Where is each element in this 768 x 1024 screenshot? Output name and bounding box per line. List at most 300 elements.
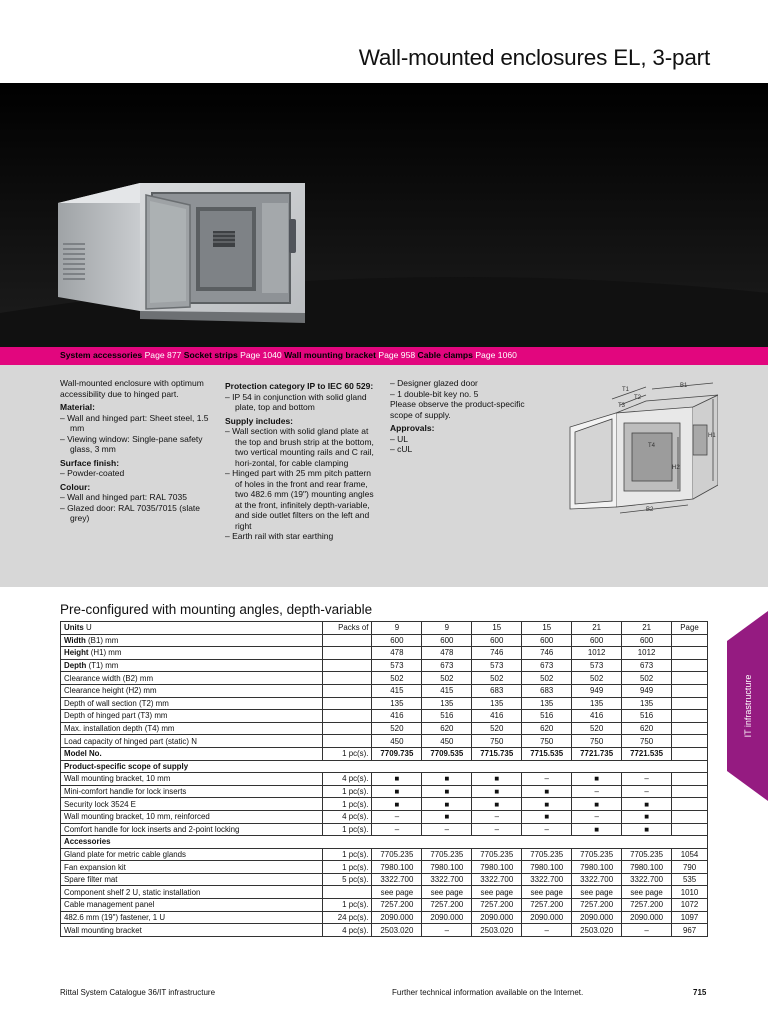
accessory-label: Cable clamps bbox=[417, 350, 473, 360]
table-row bbox=[61, 810, 708, 823]
row-value: 600 bbox=[372, 634, 422, 647]
row-value: 7705.235 bbox=[572, 848, 622, 861]
row-label: Clearance width (B2) mm bbox=[64, 673, 154, 683]
row-value: ■ bbox=[422, 785, 472, 798]
row-packs: 4 pc(s). bbox=[322, 810, 372, 823]
row-value: 7257.200 bbox=[622, 899, 672, 912]
row-label-cell bbox=[61, 710, 323, 723]
model-number: 7715.535 bbox=[522, 747, 572, 760]
row-value: 7705.235 bbox=[372, 848, 422, 861]
row-value: 478 bbox=[422, 647, 472, 660]
row-label: Width bbox=[64, 635, 86, 645]
row-value: 673 bbox=[422, 659, 472, 672]
dimension-drawing bbox=[548, 377, 718, 517]
row-page bbox=[672, 735, 708, 748]
row-page bbox=[672, 773, 708, 786]
row-value: 7257.200 bbox=[572, 899, 622, 912]
info-heading: Approvals: bbox=[390, 423, 435, 433]
row-packs bbox=[322, 722, 372, 735]
table-row bbox=[61, 899, 708, 912]
row-value: 1012 bbox=[572, 647, 622, 660]
row-value: 7980.100 bbox=[422, 861, 472, 874]
row-label-cell bbox=[61, 735, 323, 748]
table-row bbox=[61, 722, 708, 735]
row-value: 135 bbox=[522, 697, 572, 710]
row-value: – bbox=[372, 810, 422, 823]
row-value: 7705.235 bbox=[422, 848, 472, 861]
info-text: – cUL bbox=[390, 444, 413, 454]
accessory-page-link[interactable]: Page 1060 bbox=[475, 350, 517, 360]
row-page: 1097 bbox=[672, 911, 708, 924]
info-text: – Powder-coated bbox=[60, 468, 125, 478]
row-value: 450 bbox=[422, 735, 472, 748]
row-label: Model No. bbox=[61, 747, 323, 760]
model-number: 7709.735 bbox=[372, 747, 422, 760]
row-value: ■ bbox=[572, 773, 622, 786]
page-number: 715 bbox=[693, 988, 707, 997]
info-text: – 1 double-bit key no. 5 bbox=[390, 388, 479, 399]
row-value: see page bbox=[422, 886, 472, 899]
row-value: 7980.100 bbox=[522, 861, 572, 874]
row-label: Max. installation depth (T4) mm bbox=[64, 724, 175, 734]
row-value: 2090.000 bbox=[522, 911, 572, 924]
row-packs: 1 pc(s). bbox=[322, 861, 372, 874]
row-value: 502 bbox=[472, 672, 522, 685]
table-row bbox=[61, 773, 708, 786]
header-label: Units bbox=[64, 623, 84, 633]
row-unit: (T1) mm bbox=[88, 661, 119, 671]
row-value: see page bbox=[372, 886, 422, 899]
row-packs: 1 pc(s). bbox=[322, 747, 372, 760]
row-packs: 4 pc(s). bbox=[322, 773, 372, 786]
row-label-cell bbox=[61, 634, 323, 647]
table-row bbox=[61, 848, 708, 861]
row-value: 416 bbox=[572, 710, 622, 723]
model-number-row bbox=[61, 747, 708, 760]
accessory-label: Socket strips bbox=[183, 350, 238, 360]
row-value: see page bbox=[522, 886, 572, 899]
row-page bbox=[672, 684, 708, 697]
info-text: Please observe the product-specific scope of supply. bbox=[390, 399, 525, 420]
row-page bbox=[672, 659, 708, 672]
dim-label-h1: H1 bbox=[708, 433, 716, 439]
row-value: see page bbox=[472, 886, 522, 899]
section-title: Pre-configured with mounting angles, depth-variable bbox=[60, 602, 373, 617]
row-value: 683 bbox=[472, 684, 522, 697]
table-row bbox=[61, 634, 708, 647]
table-row bbox=[61, 647, 708, 660]
row-value: – bbox=[522, 773, 572, 786]
row-value: – bbox=[522, 924, 572, 937]
dim-label-t4: T4 bbox=[648, 443, 656, 449]
section-label: Accessories bbox=[61, 836, 708, 849]
row-value: 2503.020 bbox=[572, 924, 622, 937]
row-page: 790 bbox=[672, 861, 708, 874]
row-page bbox=[672, 785, 708, 798]
info-text: – IP 54 in conjunction with solid gland plate, top and bottom bbox=[225, 391, 367, 412]
row-page bbox=[672, 697, 708, 710]
row-value: 3322.700 bbox=[472, 873, 522, 886]
table-row bbox=[61, 785, 708, 798]
info-text: – Wall and hinged part: Sheet steel, 1.5 mm bbox=[60, 412, 209, 433]
row-label: Depth bbox=[64, 661, 87, 671]
row-page: 967 bbox=[672, 924, 708, 937]
info-text: – Wall section with solid gland plate at the top and brush strip at the bottom, two vertical mounting rails and C rail, hori-zontal, for cable clamping bbox=[225, 426, 374, 468]
side-tab-text: IT infrastructure bbox=[742, 674, 753, 738]
table-row bbox=[61, 873, 708, 886]
row-page: 535 bbox=[672, 873, 708, 886]
accessory-page-link[interactable]: Page 1040 bbox=[240, 350, 282, 360]
row-value: 416 bbox=[472, 710, 522, 723]
row-label: Wall mounting bracket, 10 mm bbox=[61, 773, 323, 786]
row-value: 750 bbox=[472, 735, 522, 748]
row-value: 502 bbox=[372, 672, 422, 685]
info-column-3 bbox=[390, 378, 530, 455]
row-value: 2090.000 bbox=[422, 911, 472, 924]
dim-label-t3: T3 bbox=[618, 403, 626, 409]
info-text: – Viewing window: Single-pane safety glass, 3 mm bbox=[60, 433, 203, 454]
row-value: 750 bbox=[572, 735, 622, 748]
row-value: 478 bbox=[372, 647, 422, 660]
info-text: – Wall and hinged part: RAL 7035 bbox=[60, 492, 187, 502]
row-value: 7257.200 bbox=[472, 899, 522, 912]
row-value: ■ bbox=[622, 823, 672, 836]
table-row bbox=[61, 659, 708, 672]
row-packs bbox=[322, 684, 372, 697]
row-packs bbox=[322, 659, 372, 672]
accessory-bar bbox=[0, 347, 768, 365]
row-value: 520 bbox=[472, 722, 522, 735]
row-value: 949 bbox=[572, 684, 622, 697]
table-row bbox=[61, 924, 708, 937]
row-page bbox=[672, 798, 708, 811]
row-value: 573 bbox=[372, 659, 422, 672]
row-value: 673 bbox=[522, 659, 572, 672]
row-value: ■ bbox=[422, 773, 472, 786]
header-units-value: 21 bbox=[622, 622, 672, 635]
accessory-page-link[interactable]: Page 958 bbox=[378, 350, 416, 360]
info-heading: Material: bbox=[60, 402, 95, 412]
row-value: 7257.200 bbox=[372, 899, 422, 912]
row-value: 2090.000 bbox=[372, 911, 422, 924]
row-value: – bbox=[572, 810, 622, 823]
row-value: 2503.020 bbox=[372, 924, 422, 937]
side-tab-label bbox=[727, 611, 768, 801]
row-value: 7980.100 bbox=[472, 861, 522, 874]
table-row bbox=[61, 672, 708, 685]
info-text: – Earth rail with star earthing bbox=[225, 531, 334, 541]
row-value: 620 bbox=[622, 722, 672, 735]
row-unit: (B1) mm bbox=[88, 635, 119, 645]
hero-product-image bbox=[0, 83, 768, 347]
row-value: 3322.700 bbox=[372, 873, 422, 886]
table-row bbox=[61, 710, 708, 723]
row-value: 7705.235 bbox=[472, 848, 522, 861]
row-value: 746 bbox=[472, 647, 522, 660]
info-text: Wall-mounted enclosure with optimum accessibility due to hinged part. bbox=[60, 378, 204, 399]
row-value: 949 bbox=[622, 684, 672, 697]
row-value: ■ bbox=[572, 823, 622, 836]
row-value: – bbox=[472, 810, 522, 823]
header-units-value: 15 bbox=[522, 622, 572, 635]
row-value: 600 bbox=[572, 634, 622, 647]
model-number: 7721.535 bbox=[622, 747, 672, 760]
row-label-cell bbox=[61, 722, 323, 735]
row-value: 516 bbox=[422, 710, 472, 723]
row-value: ■ bbox=[522, 785, 572, 798]
row-page bbox=[672, 722, 708, 735]
dim-label-t2: T2 bbox=[634, 395, 642, 401]
row-page: 1010 bbox=[672, 886, 708, 899]
row-packs bbox=[322, 697, 372, 710]
row-value: 502 bbox=[622, 672, 672, 685]
table-row bbox=[61, 886, 708, 899]
row-unit: (H1) mm bbox=[90, 648, 122, 658]
row-value: – bbox=[622, 924, 672, 937]
dim-label-b1: B1 bbox=[680, 383, 688, 389]
header-packs: Packs of bbox=[322, 622, 372, 635]
table-header-row bbox=[61, 622, 708, 635]
row-value: see page bbox=[622, 886, 672, 899]
row-value: ■ bbox=[372, 773, 422, 786]
row-page bbox=[672, 672, 708, 685]
row-packs bbox=[322, 710, 372, 723]
dim-label-b2: B2 bbox=[646, 507, 654, 513]
accessory-label: Wall mounting bracket bbox=[284, 350, 376, 360]
row-page bbox=[672, 710, 708, 723]
row-value: ■ bbox=[372, 785, 422, 798]
row-value: 416 bbox=[372, 710, 422, 723]
info-heading: Protection category IP to IEC 60 529: bbox=[225, 381, 374, 391]
row-value: 7980.100 bbox=[622, 861, 672, 874]
row-value: 620 bbox=[422, 722, 472, 735]
row-value: 673 bbox=[622, 659, 672, 672]
row-packs bbox=[322, 634, 372, 647]
row-label: Comfort handle for lock inserts and 2-point locking bbox=[61, 823, 323, 836]
row-label: Gland plate for metric cable glands bbox=[61, 848, 323, 861]
dim-label-t1: T1 bbox=[622, 387, 630, 393]
row-page: 1054 bbox=[672, 848, 708, 861]
row-value: ■ bbox=[472, 785, 522, 798]
row-value: ■ bbox=[572, 798, 622, 811]
row-value: 600 bbox=[622, 634, 672, 647]
row-value: 502 bbox=[572, 672, 622, 685]
row-packs: 1 pc(s). bbox=[322, 798, 372, 811]
model-number: 7721.735 bbox=[572, 747, 622, 760]
row-page bbox=[672, 634, 708, 647]
product-info-panel bbox=[0, 365, 768, 587]
row-packs: 24 pc(s). bbox=[322, 911, 372, 924]
header-units-value: 15 bbox=[472, 622, 522, 635]
table-row bbox=[61, 911, 708, 924]
row-value: 7257.200 bbox=[422, 899, 472, 912]
info-heading: Supply includes: bbox=[225, 415, 294, 426]
row-value: 520 bbox=[572, 722, 622, 735]
row-value: – bbox=[622, 773, 672, 786]
row-value: 502 bbox=[422, 672, 472, 685]
table-row bbox=[61, 823, 708, 836]
row-packs bbox=[322, 672, 372, 685]
row-label: Clearance height (H2) mm bbox=[64, 686, 157, 696]
row-value: 3322.700 bbox=[522, 873, 572, 886]
info-heading: Surface finish: bbox=[60, 457, 120, 468]
row-label: Wall mounting bracket bbox=[61, 924, 323, 937]
row-value: 135 bbox=[572, 697, 622, 710]
row-label: Height bbox=[64, 648, 89, 658]
row-value: 7705.235 bbox=[622, 848, 672, 861]
row-value: ■ bbox=[422, 810, 472, 823]
dim-label-h2: H2 bbox=[672, 465, 680, 471]
table-row bbox=[61, 735, 708, 748]
row-page bbox=[672, 747, 708, 760]
accessories-section-row bbox=[61, 836, 708, 849]
page-title: Wall-mounted enclosures EL, 3-part bbox=[358, 45, 710, 70]
row-label: Cable management panel bbox=[61, 899, 323, 912]
row-value: 415 bbox=[422, 684, 472, 697]
row-page bbox=[672, 823, 708, 836]
row-value: – bbox=[522, 823, 572, 836]
row-value: 683 bbox=[522, 684, 572, 697]
row-value: 516 bbox=[522, 710, 572, 723]
row-value: ■ bbox=[372, 798, 422, 811]
row-value: ■ bbox=[472, 773, 522, 786]
table-row bbox=[61, 697, 708, 710]
section-label: Product-specific scope of supply bbox=[61, 760, 708, 773]
row-label: Fan expansion kit bbox=[61, 861, 323, 874]
row-value: 7705.235 bbox=[522, 848, 572, 861]
header-units-value: 9 bbox=[422, 622, 472, 635]
row-value: 746 bbox=[522, 647, 572, 660]
row-value: 2090.000 bbox=[472, 911, 522, 924]
row-label: Depth of wall section (T2) mm bbox=[64, 698, 169, 708]
row-value: 573 bbox=[472, 659, 522, 672]
row-label-cell bbox=[61, 697, 323, 710]
row-label: Mini-comfort handle for lock inserts bbox=[61, 785, 323, 798]
row-value: – bbox=[622, 785, 672, 798]
info-text: – UL bbox=[390, 433, 408, 444]
row-value: 7980.100 bbox=[372, 861, 422, 874]
footer-note: Further technical information available on the Internet. bbox=[392, 988, 584, 997]
accessory-page-link[interactable]: Page 877 bbox=[144, 350, 182, 360]
row-label: Component shelf 2 U, static installation bbox=[61, 886, 323, 899]
row-value: 135 bbox=[472, 697, 522, 710]
row-value: 135 bbox=[622, 697, 672, 710]
row-packs: 1 pc(s). bbox=[322, 848, 372, 861]
row-value: see page bbox=[572, 886, 622, 899]
row-value: 415 bbox=[372, 684, 422, 697]
row-value: 3322.700 bbox=[572, 873, 622, 886]
scope-section-row bbox=[61, 760, 708, 773]
row-value: 620 bbox=[522, 722, 572, 735]
row-value: 502 bbox=[522, 672, 572, 685]
row-label: Spare filter mat bbox=[61, 873, 323, 886]
row-value: ■ bbox=[522, 810, 572, 823]
row-value: 3322.700 bbox=[622, 873, 672, 886]
row-value: ■ bbox=[622, 810, 672, 823]
row-packs: 1 pc(s). bbox=[322, 785, 372, 798]
row-value: 600 bbox=[422, 634, 472, 647]
header-units-value: 9 bbox=[372, 622, 422, 635]
info-text: – Glazed door: RAL 7035/7015 (slate grey) bbox=[60, 502, 201, 523]
row-value: 1012 bbox=[622, 647, 672, 660]
header-page: Page bbox=[672, 622, 708, 635]
row-page bbox=[672, 647, 708, 660]
row-value: 2503.020 bbox=[472, 924, 522, 937]
row-value: 750 bbox=[622, 735, 672, 748]
table-row bbox=[61, 861, 708, 874]
info-text: – Hinged part with 25 mm pitch pattern of holes in the front and rear frame, two 482.6 mm (19") mounting angles at the front, infinitely depth-variable, and side outlet filters on the left and right bbox=[225, 468, 374, 531]
row-value: 573 bbox=[572, 659, 622, 672]
row-value: 7257.200 bbox=[522, 899, 572, 912]
row-packs: 5 pc(s). bbox=[322, 873, 372, 886]
row-value: 135 bbox=[422, 697, 472, 710]
row-packs bbox=[322, 647, 372, 660]
row-value: 600 bbox=[472, 634, 522, 647]
row-value: ■ bbox=[472, 798, 522, 811]
row-value: 2090.000 bbox=[572, 911, 622, 924]
row-label-cell bbox=[61, 647, 323, 660]
row-label: Depth of hinged part (T3) mm bbox=[64, 711, 168, 721]
row-value: 7980.100 bbox=[572, 861, 622, 874]
row-label: Security lock 3524 E bbox=[61, 798, 323, 811]
row-value: 3322.700 bbox=[422, 873, 472, 886]
row-value: – bbox=[572, 785, 622, 798]
model-number: 7715.735 bbox=[472, 747, 522, 760]
header-label-cell bbox=[61, 622, 323, 635]
row-value: – bbox=[372, 823, 422, 836]
header-units-value: 21 bbox=[572, 622, 622, 635]
row-value: 450 bbox=[372, 735, 422, 748]
row-value: 750 bbox=[522, 735, 572, 748]
row-value: 520 bbox=[372, 722, 422, 735]
info-column-1 bbox=[60, 378, 210, 524]
row-label-cell bbox=[61, 684, 323, 697]
row-value: – bbox=[422, 924, 472, 937]
row-packs: 1 pc(s). bbox=[322, 823, 372, 836]
row-value: 135 bbox=[372, 697, 422, 710]
header-unit: U bbox=[85, 623, 92, 633]
row-packs: 1 pc(s). bbox=[322, 899, 372, 912]
row-packs bbox=[322, 735, 372, 748]
spec-table bbox=[60, 621, 708, 937]
row-value: 516 bbox=[622, 710, 672, 723]
row-value: – bbox=[472, 823, 522, 836]
row-value: 600 bbox=[522, 634, 572, 647]
row-page: 1072 bbox=[672, 899, 708, 912]
info-heading: Colour: bbox=[60, 481, 91, 492]
row-label: 482.6 mm (19") fastener, 1 U bbox=[61, 911, 323, 924]
info-text: – Designer glazed door bbox=[390, 378, 478, 388]
info-column-2 bbox=[225, 378, 375, 542]
model-number: 7709.535 bbox=[422, 747, 472, 760]
row-value: ■ bbox=[422, 798, 472, 811]
row-value: ■ bbox=[622, 798, 672, 811]
table-row bbox=[61, 798, 708, 811]
row-label: Load capacity of hinged part (static) N bbox=[64, 736, 197, 746]
row-value: 2090.000 bbox=[622, 911, 672, 924]
row-label-cell bbox=[61, 659, 323, 672]
table-row bbox=[61, 684, 708, 697]
accessory-label: System accessories bbox=[60, 350, 143, 360]
row-packs bbox=[322, 886, 372, 899]
footer-catalogue: Rittal System Catalogue 36/IT infrastructure bbox=[60, 988, 216, 997]
row-label-cell bbox=[61, 672, 323, 685]
row-value: – bbox=[422, 823, 472, 836]
row-page bbox=[672, 810, 708, 823]
row-packs: 4 pc(s). bbox=[322, 924, 372, 937]
row-label: Wall mounting bracket, 10 mm, reinforced bbox=[61, 810, 323, 823]
row-value: ■ bbox=[522, 798, 572, 811]
